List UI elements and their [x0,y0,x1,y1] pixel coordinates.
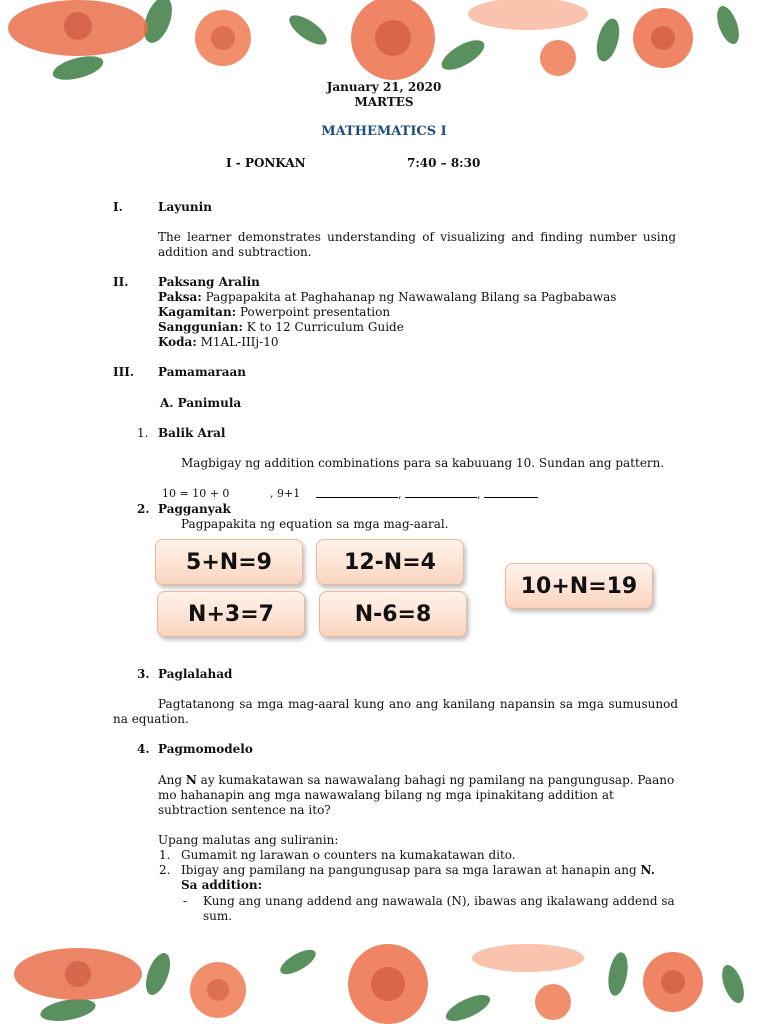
blank-separator: , [398,488,402,501]
pattern-example-2: , 9+1 [270,487,301,500]
answer-blank[interactable] [316,486,398,498]
addition-rule: Kung ang unang addend ang nawawala (N), ibawas ang ikalawang addend sa sum. [203,894,675,923]
kagamitan-label: Kagamitan: [158,305,237,319]
step-number: 2. [137,502,150,516]
solution-step-2-text: Ibigay ang pamilang na pangungusap para sa mga larawan at hanapin ang [181,863,641,877]
section-title-pamamaraan: Pamamaraan [158,365,247,379]
addition-label: Sa addition: [181,878,262,892]
pagmomodelo-text-pre: Ang [158,773,186,787]
paksa-label: Paksa: [158,290,202,304]
section-number: II. [113,275,129,289]
list-number: 2. [159,863,171,877]
step-title-balik-aral: Balik Aral [158,426,226,440]
step-title-pagmomodelo: Pagmomodelo [158,742,253,756]
section-title-paksang-aralin: Paksang Aralin [158,275,260,289]
paglalahad-text: Pagtatanong sa mga mag-aaral kung ano ang kanilang napansin sa mga sumusunod na equation. [113,697,678,726]
equation-card: N+3=7 [157,591,305,637]
step-title-pagganyak: Pagganyak [158,502,231,516]
class-time: 7:40 – 8:30 [407,156,481,170]
floral-border-top [8,0,752,82]
class-section: I - PONKAN [226,156,306,170]
kagamitan-row [158,305,390,320]
rose-icon [14,944,703,1024]
answer-blank[interactable] [405,486,477,498]
solution-step-1: Gumamit ng larawan o counters na kumakatawan dito. [181,848,516,862]
equation-card: N-6=8 [319,591,467,637]
blank-separator: , [477,488,481,501]
paksa-value: Pagpapakita at Paghahanap ng Nawawalang Bilang sa Pagbabawas [205,290,617,304]
equation-card: 5+N=9 [155,539,303,585]
pagmomodelo-text-post: ay kumakatawan sa nawawalang bahagi ng pamilang na pangungusap. Paano mo hahanapin ang mga nawawalang bilang ng mga ipinakitang addition at subtraction sentence na ito? [158,773,675,817]
lesson-day: MARTES [354,95,414,109]
answer-blank[interactable] [484,486,538,498]
lesson-date: January 21, 2020 [326,80,442,94]
equation-card: 12-N=4 [316,539,464,585]
kagamitan-value: Powerpoint presentation [239,305,391,319]
solution-intro: Upang malutas ang suliranin: [158,833,339,847]
sanggunian-row [158,320,404,335]
variable-n: N [185,773,197,787]
sanggunian-label: Sanggunian: [158,320,243,334]
subsection-panimula: A. Panimula [160,396,242,410]
pagganyak-text: Pagpapakita ng equation sa mga mag-aaral. [181,517,449,531]
sanggunian-value: K to 12 Curriculum Guide [246,320,404,334]
step-number: 3. [137,667,150,681]
step-number: 1. [137,426,149,440]
floral-border-bottom [8,944,752,1024]
list-number: 1. [159,848,171,862]
rose-icon [8,0,693,80]
paksa-row [158,290,616,305]
variable-n: N. [640,863,655,877]
section-number: III. [113,365,135,379]
floral-border-top-image [8,0,752,82]
section-title-layunin: Layunin [158,200,212,214]
pagmomodelo-text [158,773,680,818]
pattern-blanks [316,486,538,502]
pattern-example: 10 = 10 + 0 [162,487,230,500]
step-number: 4. [137,742,150,756]
subject-title: MATHEMATICS I [321,124,447,139]
koda-row [158,335,278,350]
solution-step-2 [181,863,655,878]
koda-value: M1AL-IIIj-10 [200,335,279,349]
equation-card: 10+N=19 [505,563,653,609]
step-title-paglalahad: Paglalahad [158,667,233,681]
layunin-text: The learner demonstrates understanding of visualizing and finding number using addition and subtraction. [158,230,676,259]
bullet-dash: - [183,894,188,908]
floral-border-bottom-image [8,944,752,1024]
koda-label: Koda: [158,335,197,349]
balik-aral-text: Magbigay ng addition combinations para sa kabuuang 10. Sundan ang pattern. [181,456,665,470]
section-number: I. [113,200,123,214]
